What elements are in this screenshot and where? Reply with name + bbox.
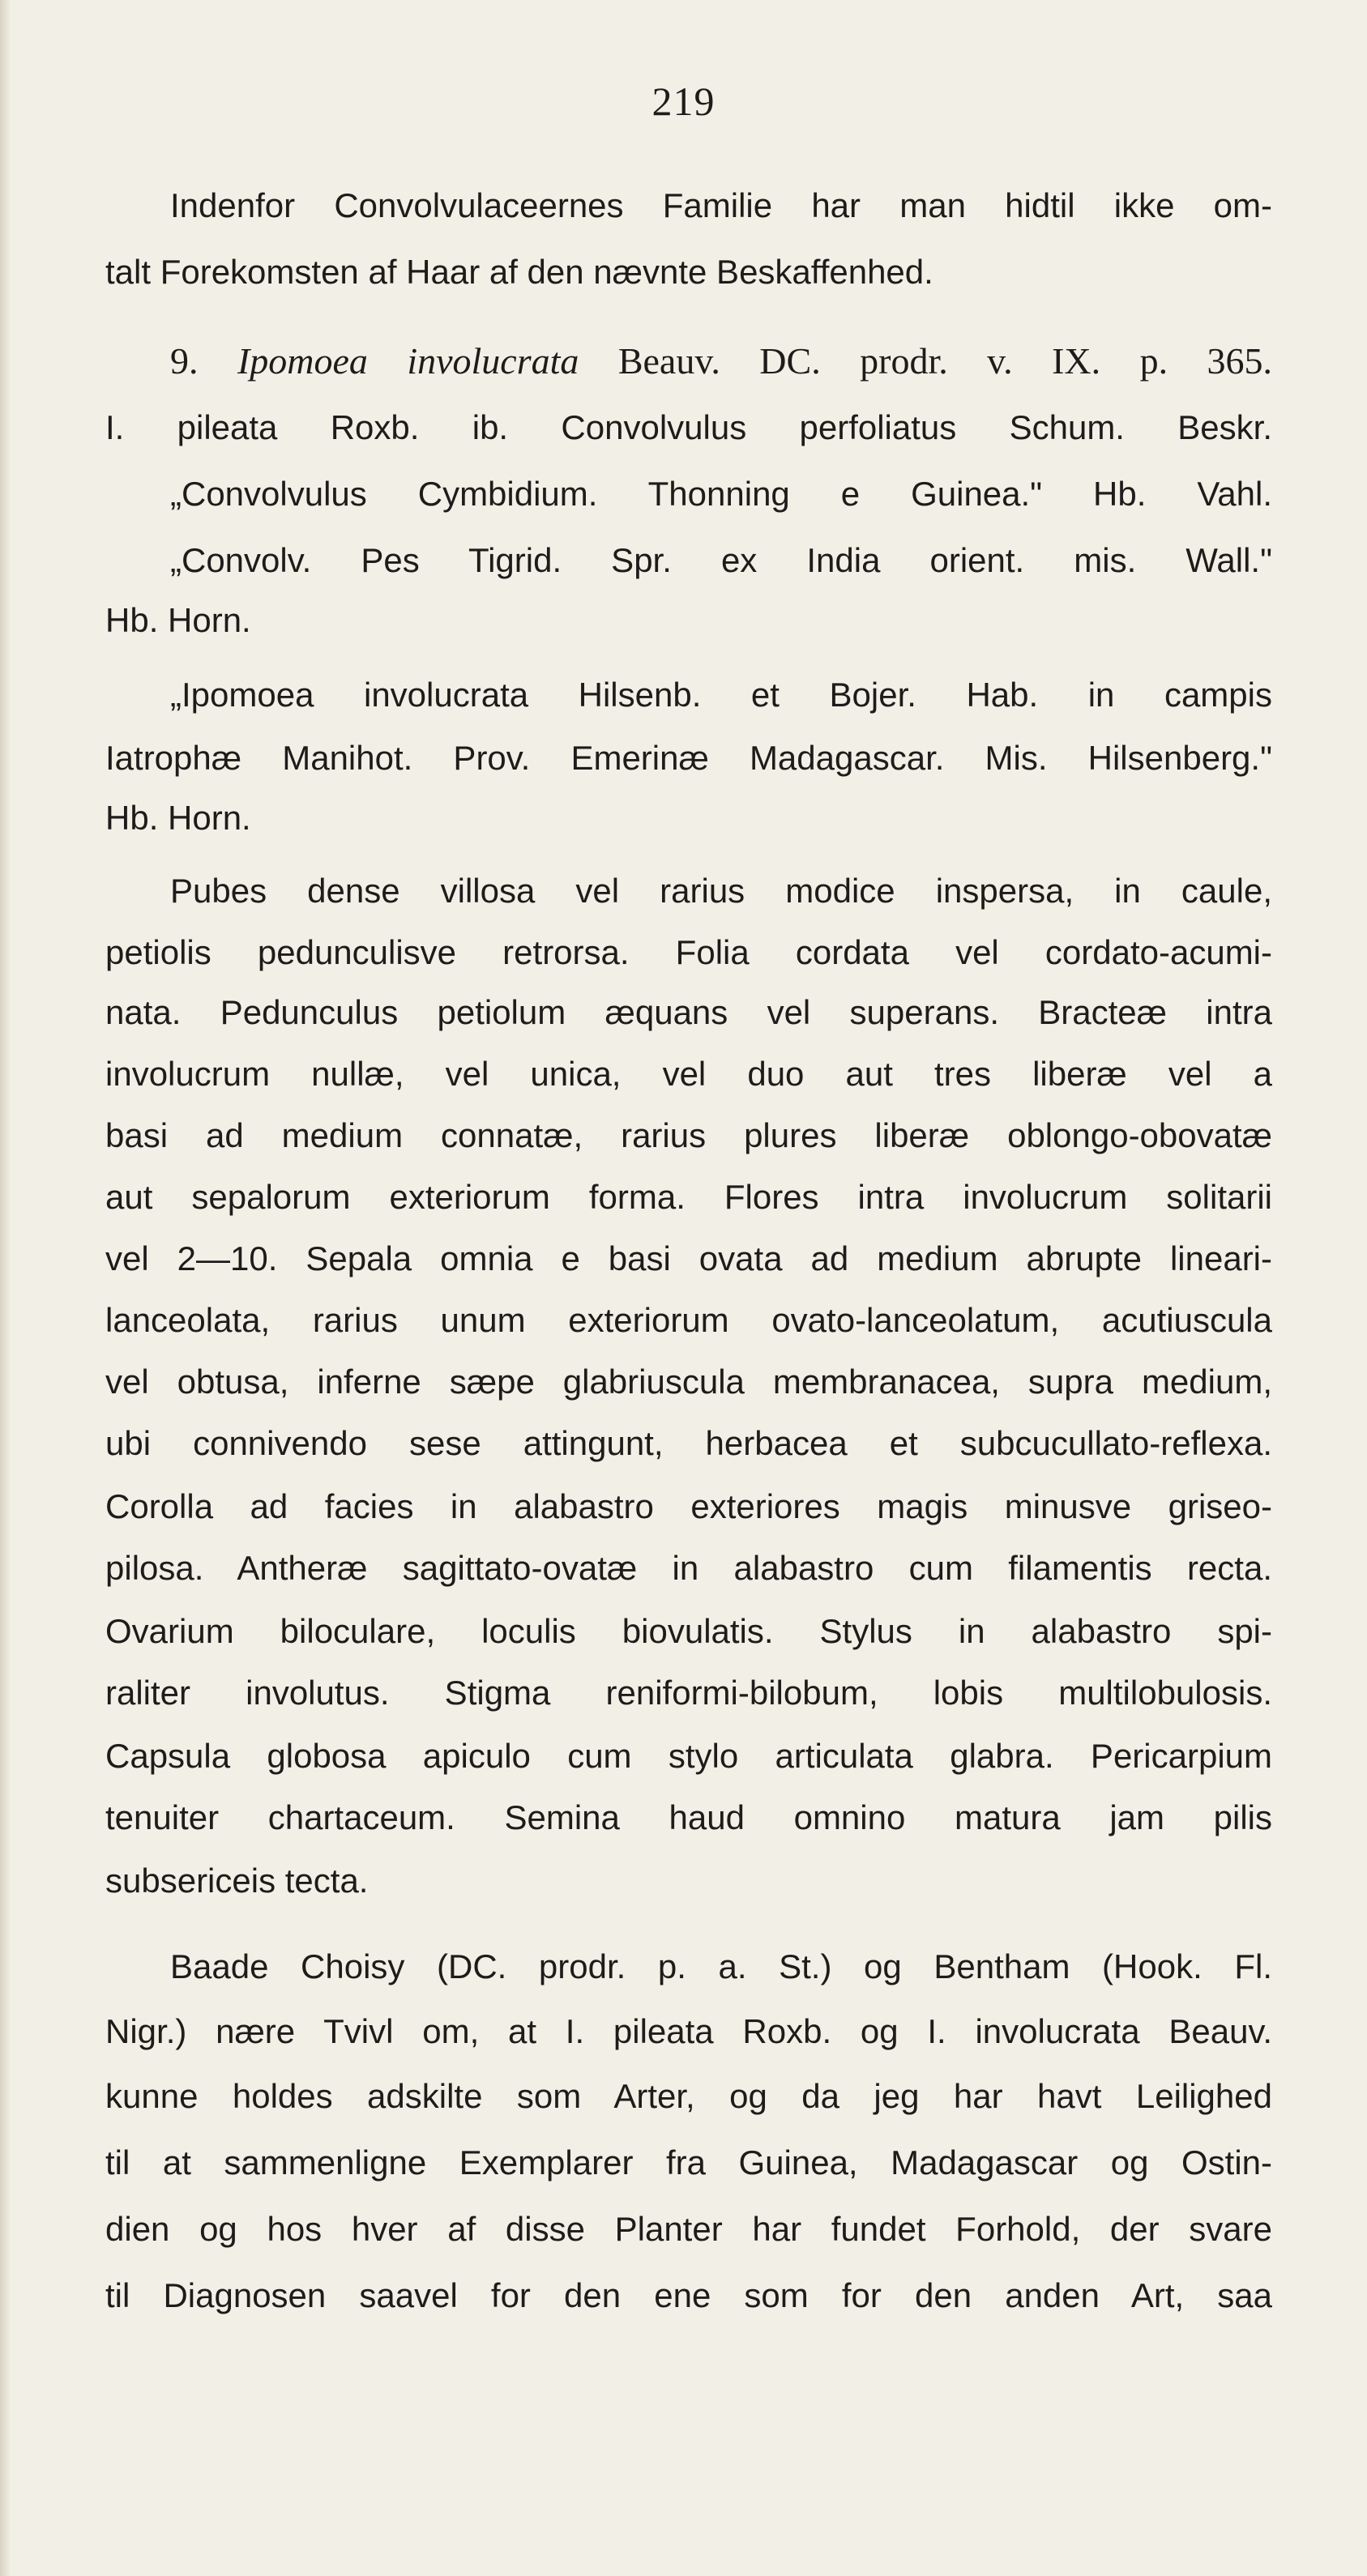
paragraph-line: involucrum nullæ, vel unica, vel duo aut tres liberæ vel a — [105, 1055, 1272, 1093]
paragraph-line: Hb. Horn. — [105, 799, 251, 837]
paragraph-line: talt Forekomsten af Haar af den nævnte Beskaffenhed. — [105, 253, 933, 291]
paragraph-line: Capsula globosa apiculo cum stylo articulata glabra. Pericarpium — [105, 1737, 1272, 1775]
paragraph-line: ubi connivendo sese attingunt, herbacea et subcucullato-reflexa. — [105, 1424, 1272, 1462]
paragraph-line: kunne holdes adskilte som Arter, og da jeg har havt Leilighed — [105, 2077, 1272, 2115]
paragraph-line: raliter involutus. Stigma reniformi-bilobum, lobis multilobulosis. — [105, 1674, 1272, 1712]
paragraph-line: Ovarium biloculare, loculis biovulatis. Stylus in alabastro spi- — [105, 1612, 1272, 1650]
paragraph-line: lanceolata, rarius unum exteriorum ovato-lanceolatum, acutiuscula — [105, 1301, 1272, 1339]
page-edge-shadow — [0, 0, 11, 2576]
species-citation: Beauv. DC. prodr. v. IX. p. 365. — [579, 340, 1272, 382]
paragraph-line: vel obtusa, inferne sæpe glabriuscula membranacea, supra medium, — [105, 1363, 1272, 1401]
paragraph-line: til at sammenligne Exemplarer fra Guinea, Madagascar og Ostin- — [105, 2143, 1272, 2181]
paragraph-line: Baade Choisy (DC. prodr. p. a. St.) og Bentham (Hook. Fl. — [170, 1947, 1272, 1985]
paragraph-line: Pubes dense villosa vel rarius modice inspersa, in caule, — [170, 872, 1272, 910]
paragraph-line: basi ad medium connatæ, rarius plures liberæ oblongo-obovatæ — [105, 1116, 1272, 1154]
paragraph-line: tenuiter chartaceum. Semina haud omnino matura jam pilis — [105, 1798, 1272, 1836]
paragraph-line: til Diagnosen saavel for den ene som for den anden Art, saa — [105, 2276, 1272, 2314]
paragraph-line: aut sepalorum exteriorum forma. Flores intra involucrum solitarii — [105, 1178, 1272, 1216]
paragraph-line: Corolla ad facies in alabastro exteriores magis minusve griseo- — [105, 1487, 1272, 1525]
paragraph-line: vel 2—10. Sepala omnia e basi ovata ad medium abrupte lineari- — [105, 1239, 1272, 1277]
paragraph-line: dien og hos hver af disse Planter har fundet Forhold, der svare — [105, 2210, 1272, 2248]
paragraph-line: Indenfor Convolvulaceernes Familie har man hidtil ikke om- — [170, 186, 1272, 224]
paragraph-line: „Convolvulus Cymbidium. Thonning e Guinea." Hb. Vahl. — [170, 475, 1272, 513]
paragraph-line: pilosa. Antheræ sagittato-ovatæ in alabastro cum filamentis recta. — [105, 1549, 1272, 1587]
page-number: 219 — [651, 79, 716, 124]
paragraph-line: Hb. Horn. — [105, 601, 251, 639]
paragraph-line: subsericeis tecta. — [105, 1862, 369, 1900]
paragraph-line: Nigr.) nære Tvivl om, at I. pileata Roxb. og I. involucrata Beauv. — [105, 2012, 1272, 2050]
species-number: 9. — [170, 340, 237, 382]
species-heading — [170, 339, 1272, 384]
paragraph-line: petiolis pedunculisve retrorsa. Folia cordata vel cordato-acumi- — [105, 933, 1272, 971]
paragraph-line: I. pileata Roxb. ib. Convolvulus perfoliatus Schum. Beskr. — [105, 408, 1272, 446]
paragraph-line: nata. Pedunculus petiolum æquans vel superans. Bracteæ intra — [105, 993, 1272, 1031]
paragraph-line: „Convolv. Pes Tigrid. Spr. ex India orient. mis. Wall." — [170, 541, 1272, 579]
species-name: Ipomoea involucrata — [237, 340, 579, 382]
paragraph-line: Iatrophæ Manihot. Prov. Emerinæ Madagascar. Mis. Hilsenberg." — [105, 739, 1272, 777]
paragraph-line: „Ipomoea involucrata Hilsenb. et Bojer. Hab. in campis — [170, 676, 1272, 714]
